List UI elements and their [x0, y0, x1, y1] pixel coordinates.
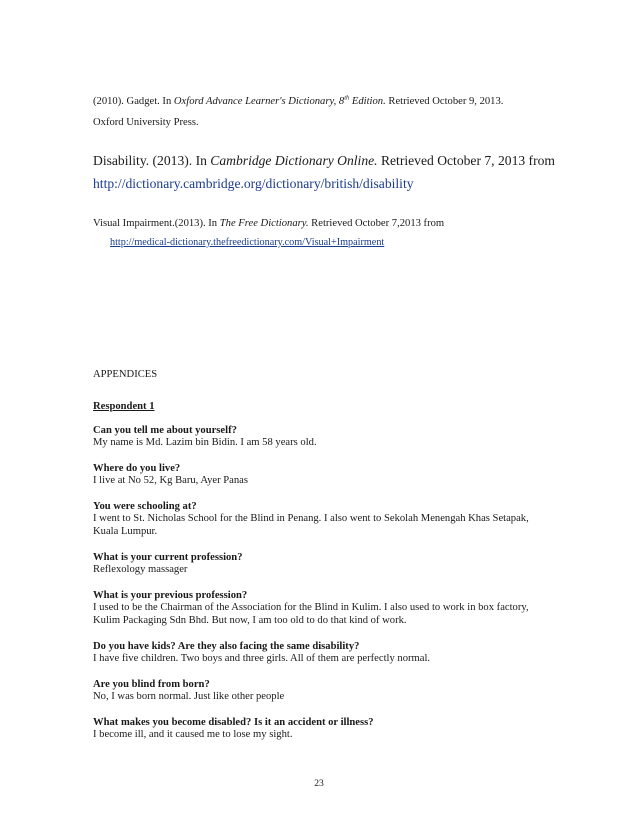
answer: I become ill, and it caused me to lose my sight.	[93, 729, 293, 740]
question: You were schooling at?	[93, 501, 197, 512]
question: Do you have kids? Are they also facing the same disability?	[93, 641, 360, 652]
ref-title: Oxford Advance Learner's Dictionary, 8	[173, 96, 345, 107]
answer: I live at No 52, Kg Baru, Ayer Panas	[93, 475, 248, 486]
answer: No, I was born normal. Just like other people	[93, 691, 285, 702]
answer: Reflexology massager	[93, 564, 188, 575]
reference-gadget-line1	[93, 96, 503, 107]
ref-text: Disability. (2013). In	[93, 153, 211, 168]
question: What makes you become disabled? Is it an accident or illness?	[93, 717, 374, 728]
question: What is your previous profession?	[93, 590, 248, 601]
ref-superscript: th	[344, 94, 350, 102]
answer: I went to St. Nicholas School for the Blind in Penang. I also went to Sekolah Menengah Khas Setapak,	[93, 513, 529, 524]
question: Can you tell me about yourself?	[93, 425, 237, 436]
ref-text: Retrieved October 7,2013 from	[308, 218, 445, 229]
answer: I used to be the Chairman of the Association for the Blind in Kulim. I also used to work in box factory,	[93, 602, 529, 613]
answer: I have five children. Two boys and three girls. All of them are perfectly normal.	[93, 653, 431, 664]
ref-text: (2010). Gadget. In	[93, 96, 174, 107]
ref-title: The Free Dictionary.	[219, 218, 309, 229]
ref-title-end: Edition.	[349, 96, 386, 107]
reference-disability-line1	[93, 153, 555, 169]
reference-visual-line1	[93, 218, 444, 229]
answer: Kulim Packaging Sdn Bhd. But now, I am too old to do that kind of work.	[93, 615, 407, 626]
ref-text: Visual Impairment.(2013). In	[93, 218, 220, 229]
question: Where do you live?	[93, 463, 181, 474]
ref-text: Retrieved October 9, 2013.	[385, 96, 504, 107]
disability-url-link[interactable]: http://dictionary.cambridge.org/dictionary/british/disability	[93, 176, 414, 191]
ref-title: Cambridge Dictionary Online.	[210, 153, 378, 168]
visual-impairment-url-link[interactable]: http://medical-dictionary.thefreedictionary.com/Visual+Impairment	[110, 237, 385, 248]
answer: Kuala Lumpur.	[93, 526, 158, 537]
page-number: 23	[314, 778, 324, 789]
question: Are you blind from born?	[93, 679, 210, 690]
appendices-title: APPENDICES	[93, 369, 158, 380]
answer: My name is Md. Lazim bin Bidin. I am 58 years old.	[93, 437, 317, 448]
respondent-heading: Respondent 1	[93, 401, 155, 412]
question: What is your current profession?	[93, 552, 243, 563]
reference-gadget-line2: Oxford University Press.	[93, 117, 199, 128]
ref-text: Retrieved October 7, 2013 from	[377, 153, 555, 168]
